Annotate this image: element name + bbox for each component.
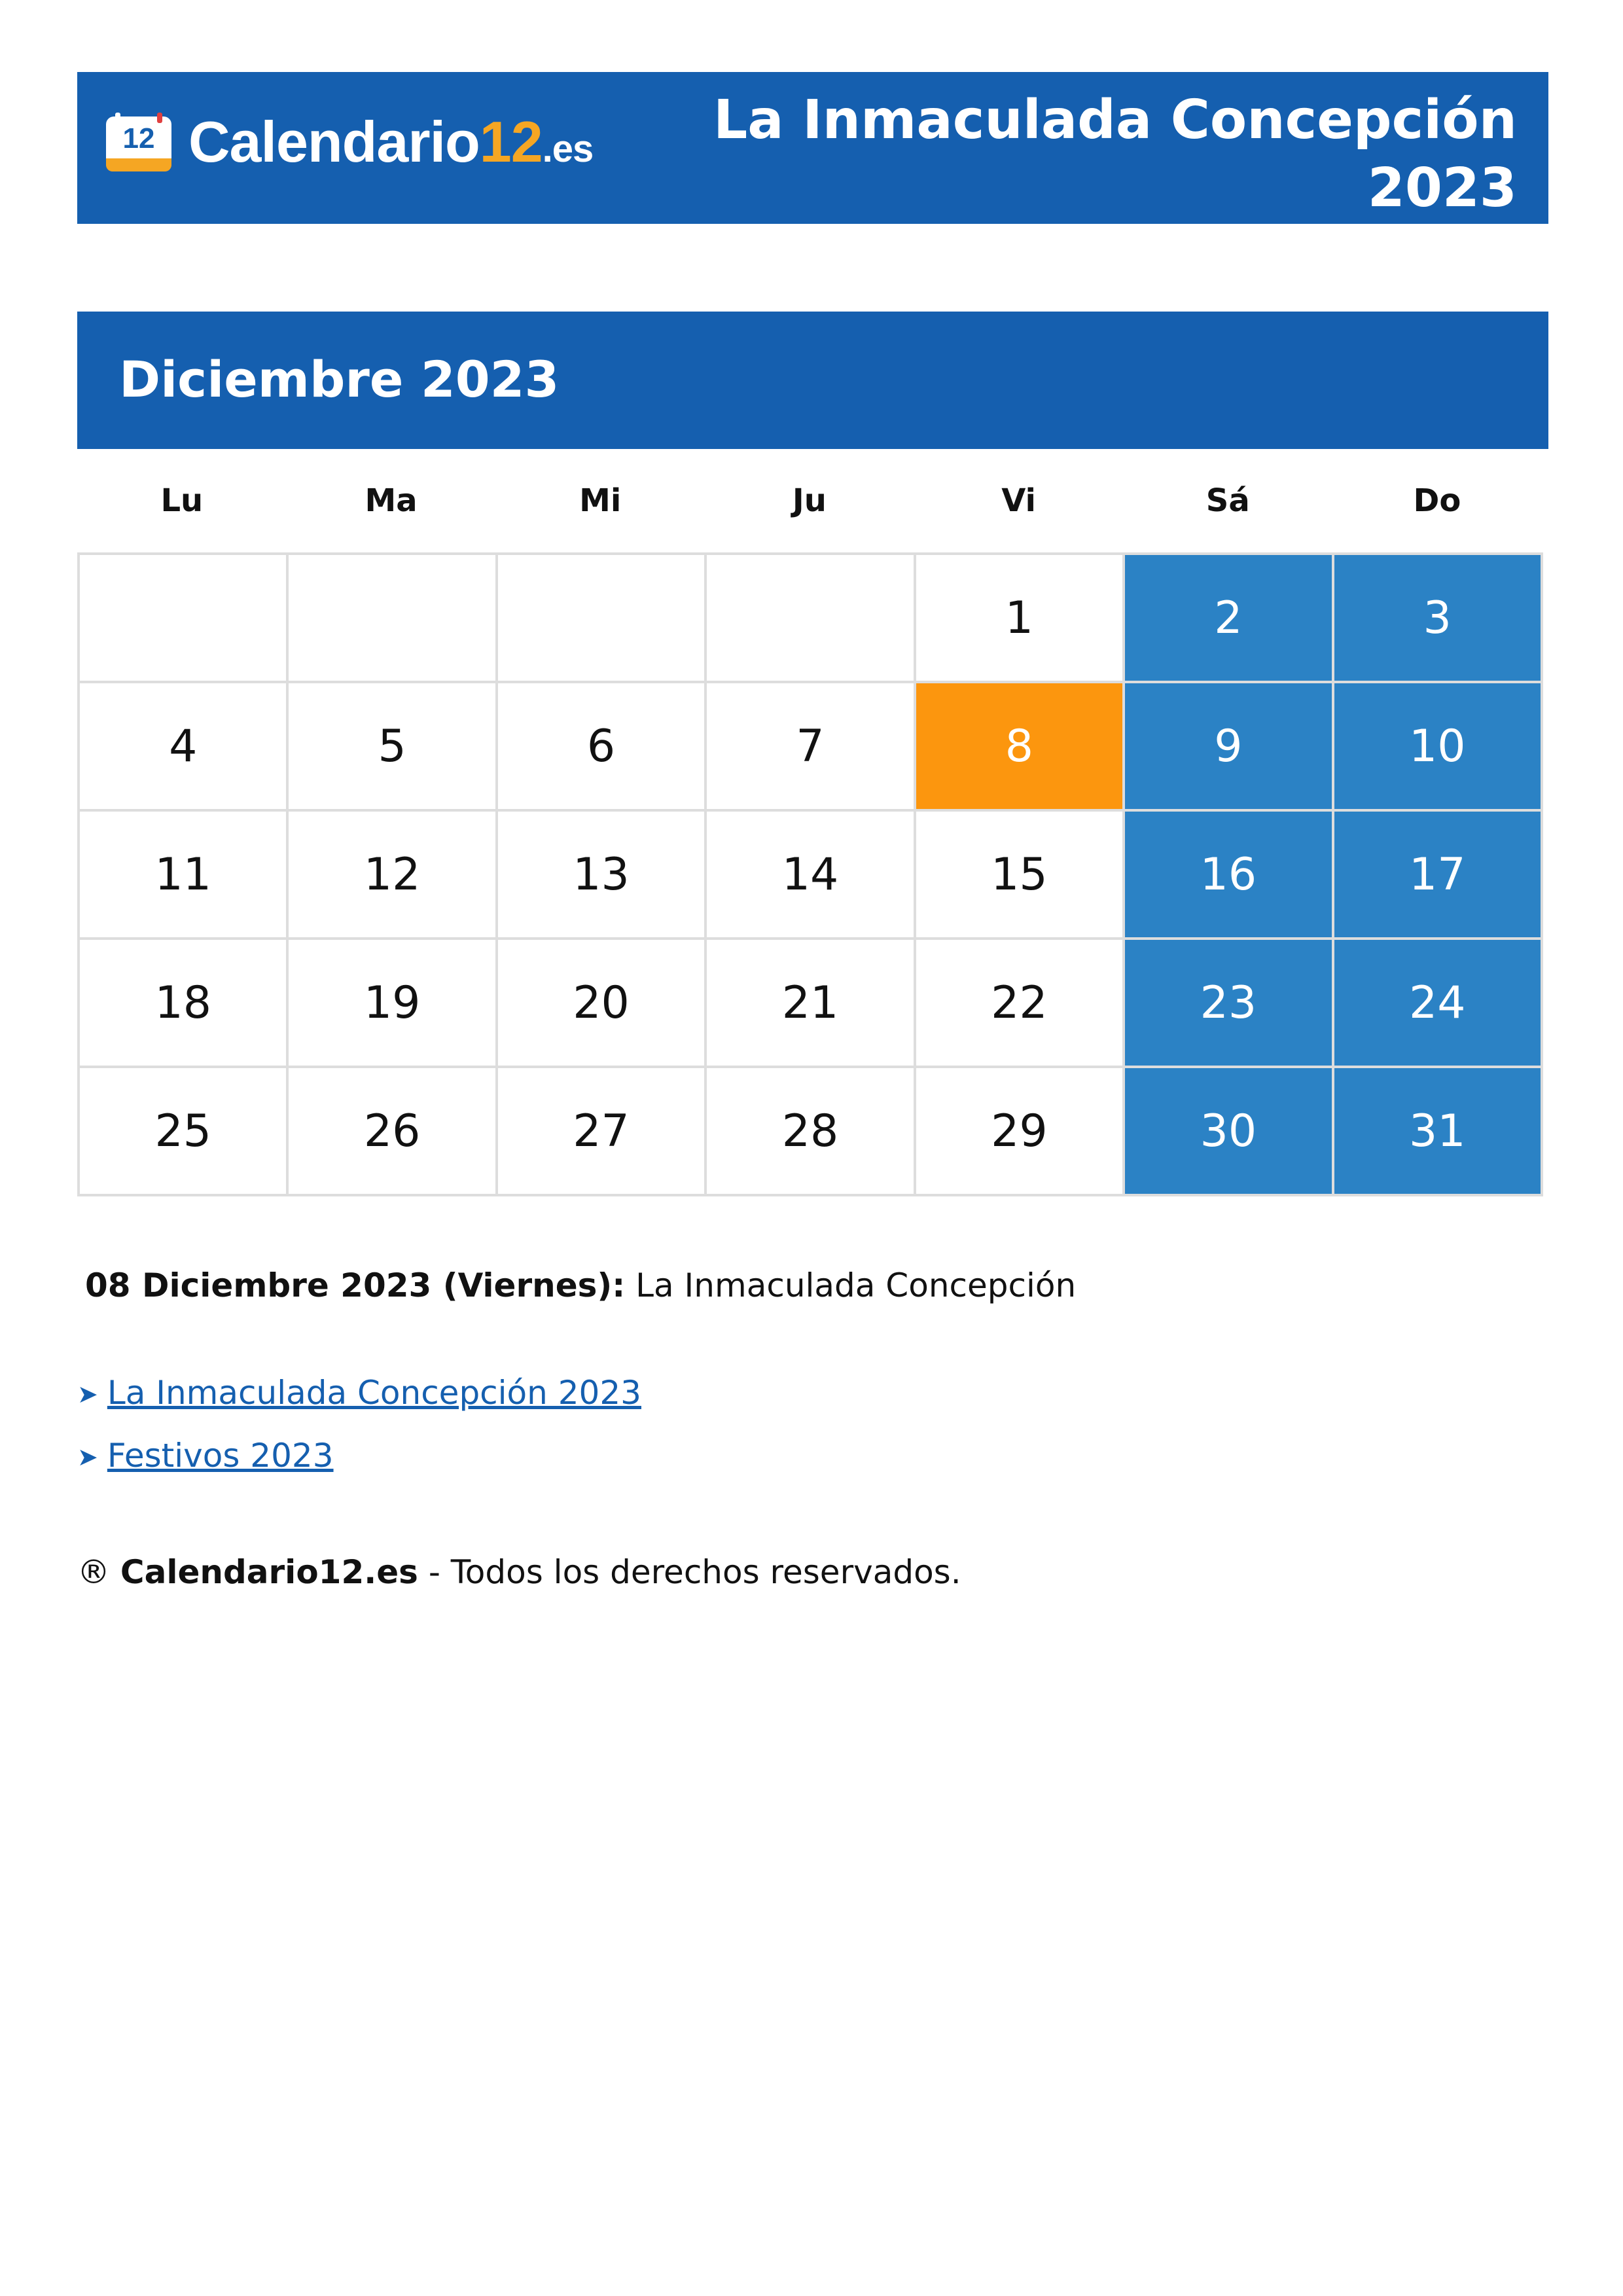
calendar-day-cell: 2 — [1125, 555, 1334, 683]
header-bar — [77, 72, 1548, 224]
calendar-day-cell: 4 — [80, 683, 289, 812]
related-links — [77, 1361, 1548, 1487]
calendar-day-cell: 30 — [1125, 1068, 1334, 1196]
site-logo[interactable] — [105, 106, 593, 178]
weekday-header-row — [77, 449, 1542, 552]
calendar-empty-cell — [707, 555, 916, 683]
arrow-right-icon: ➤ — [77, 1380, 98, 1408]
calendar-day-cell: 12 — [289, 812, 497, 940]
calendar-day-cell: 13 — [498, 812, 707, 940]
weekday-label: Ju — [792, 482, 827, 519]
calendar-empty-cell — [80, 555, 289, 683]
calendar-empty-cell — [289, 555, 497, 683]
calendar-day-cell: 11 — [80, 812, 289, 940]
holiday-name: La Inmaculada Concepción — [635, 1266, 1077, 1304]
calendar-day-cell: 24 — [1334, 940, 1543, 1068]
calendar-icon — [105, 111, 173, 173]
calendar-day-cell: 9 — [1125, 683, 1334, 812]
footer — [77, 1551, 1548, 1593]
calendar-day-cell: 27 — [498, 1068, 707, 1196]
calendar-day-cell: 6 — [498, 683, 707, 812]
logo-brand: Calendario — [188, 109, 480, 174]
footer-text: - Todos los derechos reservados. — [428, 1553, 961, 1591]
calendar-day-cell: 10 — [1334, 683, 1543, 812]
calendar-day-cell: 22 — [916, 940, 1125, 1068]
calendar-icon-number: 12 — [122, 122, 155, 154]
calendar-day-cell: 7 — [707, 683, 916, 812]
logo-brand-tld: .es — [542, 128, 594, 170]
calendar-grid — [77, 552, 1543, 1196]
page — [77, 72, 1548, 1593]
page-title-line1: La Inmaculada Concepción — [713, 89, 1517, 151]
weekday-label: Sá — [1205, 482, 1250, 519]
weekday-label: Do — [1413, 482, 1461, 519]
calendar-day-cell: 14 — [707, 812, 916, 940]
weekday-label: Ma — [365, 482, 418, 519]
calendar-day-cell: 5 — [289, 683, 497, 812]
weekday-label: Vi — [1001, 482, 1036, 519]
holiday-date: 08 Diciembre 2023 (Viernes): — [85, 1266, 626, 1304]
logo-text — [188, 109, 593, 175]
holiday-description — [85, 1265, 1548, 1306]
calendar-day-cell: 19 — [289, 940, 497, 1068]
calendar-day-cell: 31 — [1334, 1068, 1543, 1196]
weekday-label: Lu — [160, 482, 204, 519]
month-header — [77, 312, 1548, 449]
link-festivos-2023[interactable]: Festivos 2023 — [107, 1437, 334, 1475]
calendar-day-cell: 18 — [80, 940, 289, 1068]
calendar-day-cell: 1 — [916, 555, 1125, 683]
link-holiday-2023[interactable]: La Inmaculada Concepción 2023 — [107, 1374, 641, 1412]
calendar-empty-cell — [498, 555, 707, 683]
calendar-day-cell: 15 — [916, 812, 1125, 940]
logo-brand-number: 12 — [479, 109, 543, 174]
calendar-day-cell: 21 — [707, 940, 916, 1068]
calendar-day-cell: 29 — [916, 1068, 1125, 1196]
calendar-day-cell: 17 — [1334, 812, 1543, 940]
arrow-right-icon: ➤ — [77, 1443, 98, 1471]
link-row — [77, 1361, 1548, 1424]
link-row — [77, 1424, 1548, 1487]
page-title — [713, 86, 1517, 223]
calendar-day-cell: 3 — [1334, 555, 1543, 683]
calendar-day-cell: 16 — [1125, 812, 1334, 940]
page-title-line2: 2023 — [1367, 157, 1517, 219]
footer-brand: Calendario12.es — [120, 1553, 418, 1591]
calendar-day-cell: 8 — [916, 683, 1125, 812]
weekday-label: Mi — [579, 482, 622, 519]
calendar-day-cell: 28 — [707, 1068, 916, 1196]
calendar-day-cell: 26 — [289, 1068, 497, 1196]
registered-symbol: ® — [77, 1553, 110, 1591]
month-title: Diciembre 2023 — [119, 350, 560, 408]
calendar-day-cell: 20 — [498, 940, 707, 1068]
calendar-day-cell: 23 — [1125, 940, 1334, 1068]
calendar-day-cell: 25 — [80, 1068, 289, 1196]
